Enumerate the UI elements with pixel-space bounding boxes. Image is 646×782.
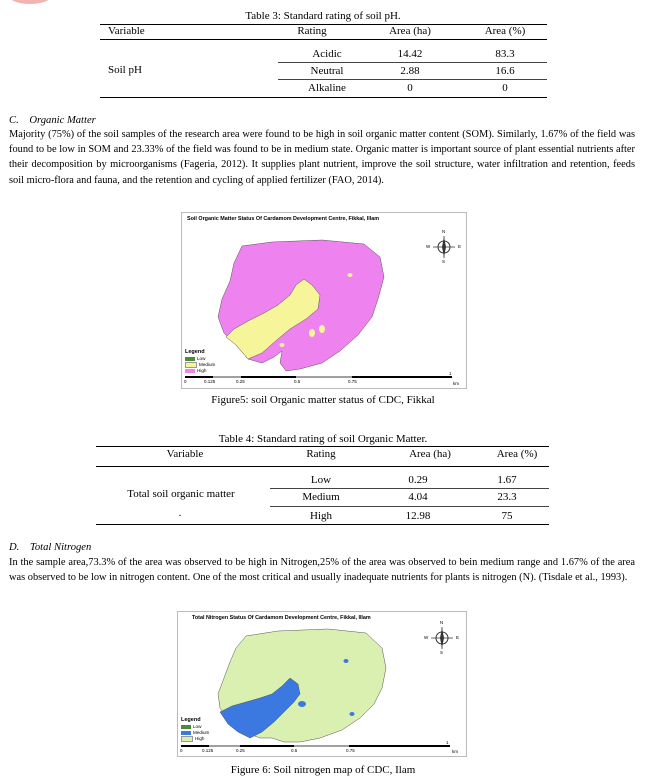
scale-unit: km <box>453 381 459 386</box>
figure5-map <box>181 212 467 389</box>
section-c-title: Organic Matter <box>29 115 96 126</box>
table4-row-rating: Medium <box>302 491 340 503</box>
table4-row-rating: Low <box>310 474 332 486</box>
medium-patch <box>348 273 353 277</box>
compass-e: E <box>456 635 460 640</box>
legend-item-high <box>185 368 206 374</box>
compass-n: N <box>442 229 446 234</box>
logo-fragment <box>8 0 52 4</box>
compass-w: W <box>424 635 429 640</box>
table3-header-area-ha: Area (ha) <box>389 25 431 37</box>
table3-row-rating: Acidic <box>312 48 342 60</box>
table4-header-rule <box>96 466 549 467</box>
section-d-title: Total Nitrogen <box>29 542 92 553</box>
table4-variable: Total soil organic matter <box>127 488 235 500</box>
scale-bar <box>185 376 452 378</box>
table3-row-rating: Neutral <box>310 65 344 77</box>
table3-row-rule <box>278 79 547 80</box>
scale-label: 0.75 <box>348 379 357 384</box>
table3-row-area-pct: 16.6 <box>495 65 515 77</box>
table3-row-rule <box>278 62 547 63</box>
scale-label: 0.5 <box>291 748 298 753</box>
medium-patch <box>350 712 355 716</box>
section-d-number: D. <box>9 542 20 553</box>
scale-label: 0 <box>184 379 187 384</box>
medium-patch <box>280 343 285 347</box>
figure6-caption: Figure 6: Soil nitrogen map of CDC, Ilam <box>230 764 416 776</box>
compass-icon <box>433 236 455 258</box>
figure5-map-graphic <box>182 213 466 388</box>
table4-bottom-rule <box>96 524 549 525</box>
table3-header-area-pct: Area (%) <box>484 25 526 37</box>
table4-row-rating: High <box>310 510 332 522</box>
scale-label: 0.125 <box>202 748 214 753</box>
figure5-caption: Figure5: soil Organic matter status of CDC, Fikkal <box>211 394 435 406</box>
table3-row-area-pct: 83.3 <box>495 48 515 60</box>
scale-bar <box>181 745 450 747</box>
scale-label: 0.25 <box>236 379 245 384</box>
legend-swatch <box>181 725 191 729</box>
section-c-paragraph: Majority (75%) of the soil samples of the research area were found to be high in soil organic matter content (SOM). Similarly, 1.67% of the field was found to be low in SOM and 23.33% of the field was found to be in medium state. Organic matter is important source of plant essential nutrients after their decomposition by microorganisms (Fageria, 2012). It supplies plant nutrient, improve the soil structure, water infiltration and retention, feeds soil micro-flora and fauna, and the retention and cycling of applied fertilizer (FAO, 2014). <box>9 129 635 186</box>
table4-header-rating: Rating <box>306 448 336 460</box>
legend-swatch <box>181 731 191 735</box>
section-d-heading <box>9 541 91 554</box>
legend-label: Low <box>193 724 202 729</box>
table3-row-area-ha: 0 <box>407 82 413 94</box>
table3-row-area-ha: 2.88 <box>400 65 420 77</box>
table4-row-area-pct: 1.67 <box>497 474 517 486</box>
legend-label: Medium <box>199 362 216 368</box>
section-d-paragraph: In the sample area,73.3% of the area was observed to be high in Nitrogen,25% of the area was observed to bein medium range and 1.67% of the area was observed to be low in nitrogen content. One of the most critical and usually inadequate nutrients for plants is nitrogen (N). (Tisdale et al., 1993). <box>9 557 635 584</box>
compass-w: W <box>426 244 431 249</box>
table4-row-area-pct: 23.3 <box>497 491 517 503</box>
medium-patch <box>319 325 325 333</box>
table3-variable: Soil pH <box>108 64 142 76</box>
figure5-legend-title: Legend <box>185 349 205 355</box>
figure5-map-title: Soil Organic Matter Status Of Cardamom Development Centre, Fikkal, Illam <box>187 216 380 222</box>
figure6-legend-title: Legend <box>181 717 201 723</box>
scale-label: 0.125 <box>204 379 216 384</box>
section-c-heading <box>9 114 96 127</box>
medium-patch <box>298 701 306 707</box>
table3-header-rule <box>100 39 547 40</box>
table3-caption: Table 3: Standard rating of soil pH. <box>245 10 401 22</box>
scale-label: 0.5 <box>294 379 301 384</box>
medium-patch <box>309 329 315 337</box>
section-c-number: C. <box>9 115 19 126</box>
legend-swatch <box>185 357 195 361</box>
scale-label: 0.25 <box>236 748 245 753</box>
figure6-map <box>177 611 467 757</box>
table4-top-rule <box>96 446 549 447</box>
compass-n: N <box>440 620 444 625</box>
legend-label: High <box>195 736 205 742</box>
scale-unit: km <box>452 749 458 754</box>
scale-label: 0.75 <box>346 748 355 753</box>
figure6-map-title: Total Nitrogen Status Of Cardamom Development Centre, Fikkal, Illam <box>192 615 371 621</box>
legend-swatch <box>181 736 193 742</box>
medium-patch <box>344 659 349 663</box>
legend-swatch <box>185 369 195 373</box>
table4-row-area-ha: 12.98 <box>405 510 431 522</box>
compass-s: S <box>442 259 446 264</box>
compass-e: E <box>458 244 462 249</box>
table4-header-variable: Variable <box>166 448 204 460</box>
compass-s: S <box>440 650 444 655</box>
scale-label: 0 <box>180 748 183 753</box>
table4-row-area-ha: 0.29 <box>408 474 428 486</box>
scale-label: 1 <box>446 740 449 745</box>
legend-label: Low <box>197 356 206 361</box>
compass-icon <box>431 627 453 649</box>
table3-row-rating: Alkaline <box>308 82 346 94</box>
figure6-map-graphic <box>178 612 466 756</box>
table3-header-rating: Rating <box>297 25 327 37</box>
table4-caption: Table 4: Standard rating of soil Organic Matter. <box>218 433 428 445</box>
table4-row-area-pct: 75 <box>501 510 513 522</box>
table4-header-area-ha: Area (ha) <box>409 448 451 460</box>
table4-row-rule <box>270 488 549 489</box>
legend-item-high <box>181 736 204 742</box>
table3-row-area-pct: 0 <box>502 82 508 94</box>
table4-header-area-pct: Area (%) <box>496 448 538 460</box>
table3-bottom-rule <box>100 97 547 98</box>
table4-row-area-ha: 4.04 <box>408 491 428 503</box>
table4-stray-mark: . <box>178 507 182 519</box>
table3-header-variable: Variable <box>108 25 145 37</box>
scale-label: 1 <box>449 371 452 376</box>
legend-label: High <box>197 368 207 373</box>
table3-row-area-ha: 14.42 <box>397 48 423 60</box>
legend-label: Medium <box>193 730 210 735</box>
table4-row-rule <box>270 506 549 507</box>
